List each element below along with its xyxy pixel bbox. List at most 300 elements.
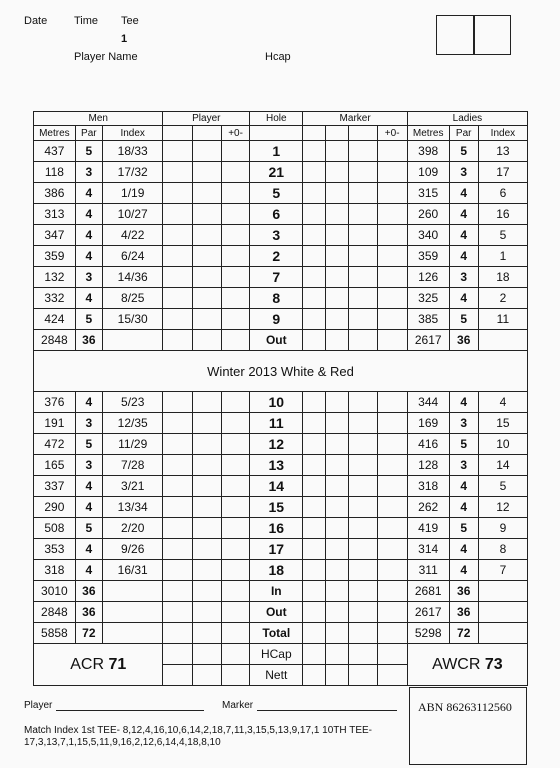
ladies-index: 8 bbox=[478, 539, 527, 560]
ladies-par: 4 bbox=[449, 246, 478, 267]
marker-score-cell[interactable] bbox=[326, 623, 349, 644]
course-banner: Winter 2013 White & Red bbox=[34, 351, 528, 392]
marker-score-cell[interactable] bbox=[377, 183, 407, 204]
player-score-cell[interactable] bbox=[192, 267, 221, 288]
ladies-index: 15 bbox=[478, 413, 527, 434]
hole-number: 2 bbox=[250, 246, 303, 267]
marker-score-cell[interactable] bbox=[303, 330, 326, 351]
marker-score-cell[interactable] bbox=[377, 413, 407, 434]
men-par: 72 bbox=[75, 623, 102, 644]
marker-score-cell[interactable] bbox=[303, 225, 326, 246]
ladies-par: 5 bbox=[449, 434, 478, 455]
marker-hcap-score-cell[interactable] bbox=[303, 644, 326, 665]
player-score-cell[interactable] bbox=[192, 518, 221, 539]
ladies-index bbox=[478, 623, 527, 644]
marker-score-cell[interactable] bbox=[326, 309, 349, 330]
marker-score-cell[interactable] bbox=[326, 581, 349, 602]
men-index: 7/28 bbox=[102, 455, 163, 476]
men-index bbox=[102, 623, 163, 644]
marker-score-cell[interactable] bbox=[377, 602, 407, 623]
men-metres: 376 bbox=[34, 392, 76, 413]
ladies-metres: 318 bbox=[407, 476, 449, 497]
marker-score-cell[interactable] bbox=[377, 225, 407, 246]
marker-score-cell[interactable] bbox=[326, 434, 349, 455]
marker-score-cell[interactable] bbox=[303, 497, 326, 518]
hole-number: In bbox=[250, 581, 303, 602]
player-score-cell[interactable] bbox=[192, 225, 221, 246]
men-par: 3 bbox=[75, 267, 102, 288]
player-score-cell[interactable] bbox=[163, 581, 192, 602]
player-score-cell[interactable] bbox=[221, 623, 249, 644]
player-score-cell[interactable] bbox=[221, 392, 249, 413]
men-metres: 318 bbox=[34, 560, 76, 581]
men-metres: 5858 bbox=[34, 623, 76, 644]
player-score-cell[interactable] bbox=[221, 602, 249, 623]
ladies-index: 6 bbox=[478, 183, 527, 204]
men-metres: 353 bbox=[34, 539, 76, 560]
player-score-cell[interactable] bbox=[221, 267, 249, 288]
marker-score-cell[interactable] bbox=[303, 623, 326, 644]
marker-score-cell[interactable] bbox=[326, 141, 349, 162]
player-score-cell[interactable] bbox=[163, 162, 192, 183]
abn-box bbox=[409, 687, 527, 765]
player-score-cell[interactable] bbox=[163, 330, 192, 351]
marker-score-cell[interactable] bbox=[349, 497, 377, 518]
marker-score-cell[interactable] bbox=[377, 288, 407, 309]
ladies-index: 7 bbox=[478, 560, 527, 581]
hole-subheader bbox=[250, 126, 303, 141]
marker-score-cell[interactable] bbox=[377, 309, 407, 330]
player-score-cell[interactable] bbox=[192, 476, 221, 497]
marker-score-cell[interactable] bbox=[303, 309, 326, 330]
ladies-metres: 398 bbox=[407, 141, 449, 162]
player-score-cell[interactable] bbox=[192, 560, 221, 581]
ladies-par: 3 bbox=[449, 162, 478, 183]
marker-score-cell[interactable] bbox=[377, 497, 407, 518]
men-metres: 132 bbox=[34, 267, 76, 288]
marker-score-cell[interactable] bbox=[377, 162, 407, 183]
player-score-cell[interactable] bbox=[163, 497, 192, 518]
marker-score-cell[interactable] bbox=[377, 204, 407, 225]
marker-score-cell[interactable] bbox=[349, 476, 377, 497]
men-index: 3/21 bbox=[102, 476, 163, 497]
ladies-index: 9 bbox=[478, 518, 527, 539]
marker-score-cell[interactable] bbox=[377, 539, 407, 560]
marker-score-cell[interactable] bbox=[377, 267, 407, 288]
marker-score-cell[interactable] bbox=[349, 623, 377, 644]
hole-row bbox=[34, 560, 528, 581]
marker-score-cell[interactable] bbox=[326, 476, 349, 497]
player-score-cell[interactable] bbox=[163, 141, 192, 162]
awcr-rating bbox=[407, 644, 527, 686]
marker-col-2 bbox=[326, 126, 349, 141]
ladies-index: 10 bbox=[478, 434, 527, 455]
marker-nett-score-cell[interactable] bbox=[303, 665, 326, 686]
acr-label: ACR bbox=[70, 655, 104, 673]
marker-score-cell[interactable] bbox=[326, 330, 349, 351]
ladies-par: 4 bbox=[449, 539, 478, 560]
marker-score-cell[interactable] bbox=[326, 413, 349, 434]
player-score-cell[interactable] bbox=[221, 162, 249, 183]
hole-number: Total bbox=[250, 623, 303, 644]
men-par: 36 bbox=[75, 330, 102, 351]
player-score-cell[interactable] bbox=[163, 518, 192, 539]
marker-score-cell[interactable] bbox=[349, 330, 377, 351]
marker-score-cell[interactable] bbox=[303, 267, 326, 288]
men-par: 5 bbox=[75, 141, 102, 162]
men-index: 9/26 bbox=[102, 539, 163, 560]
player-score-cell[interactable] bbox=[163, 392, 192, 413]
ladies-par: 36 bbox=[449, 330, 478, 351]
marker-score-cell[interactable] bbox=[303, 434, 326, 455]
player-hcap-score-cell[interactable] bbox=[221, 644, 249, 665]
player-score-cell[interactable] bbox=[163, 434, 192, 455]
player-hcap-score-cell[interactable] bbox=[192, 644, 221, 665]
ladies-index bbox=[478, 330, 527, 351]
marker-score-cell[interactable] bbox=[303, 539, 326, 560]
marker-score-cell[interactable] bbox=[303, 162, 326, 183]
player-score-cell[interactable] bbox=[221, 539, 249, 560]
player-score-cell[interactable] bbox=[221, 183, 249, 204]
player-nett-score-cell[interactable] bbox=[192, 665, 221, 686]
player-score-cell[interactable] bbox=[192, 288, 221, 309]
date-label: Date bbox=[24, 15, 48, 27]
ladies-metres: 126 bbox=[407, 267, 449, 288]
hole-number: 11 bbox=[250, 413, 303, 434]
ladies-index bbox=[478, 581, 527, 602]
marker-score-cell[interactable] bbox=[377, 560, 407, 581]
ladies-metres: 169 bbox=[407, 413, 449, 434]
marker-score-cell[interactable] bbox=[349, 539, 377, 560]
ladies-par-header: Par bbox=[449, 126, 478, 141]
marker-score-cell[interactable] bbox=[326, 162, 349, 183]
marker-score-cell[interactable] bbox=[326, 225, 349, 246]
ladies-metres: 416 bbox=[407, 434, 449, 455]
men-header: Men bbox=[34, 112, 163, 126]
match-index-line-1: Match Index 1st TEE- 8,12,4,16,10,6,14,2,18,7,11,3,15,5,13,9,17,1 10TH TEE- bbox=[24, 725, 373, 736]
ladies-par: 4 bbox=[449, 560, 478, 581]
player-score-cell[interactable] bbox=[163, 267, 192, 288]
men-index: 11/29 bbox=[102, 434, 163, 455]
men-index: 2/20 bbox=[102, 518, 163, 539]
awcr-value: 73 bbox=[484, 655, 503, 673]
ladies-par: 4 bbox=[449, 392, 478, 413]
player-score-cell[interactable] bbox=[221, 476, 249, 497]
marker-score-cell[interactable] bbox=[326, 204, 349, 225]
men-index: 15/30 bbox=[102, 309, 163, 330]
player-col-2 bbox=[192, 126, 221, 141]
marker-score-cell[interactable] bbox=[303, 392, 326, 413]
men-index bbox=[102, 602, 163, 623]
totals-row bbox=[34, 623, 528, 644]
men-par: 5 bbox=[75, 309, 102, 330]
player-score-cell[interactable] bbox=[192, 581, 221, 602]
player-score-cell[interactable] bbox=[221, 455, 249, 476]
abn-number: ABN 86263112560 bbox=[418, 700, 512, 714]
ladies-par: 4 bbox=[449, 225, 478, 246]
ladies-index: 5 bbox=[478, 476, 527, 497]
marker-score-cell[interactable] bbox=[326, 497, 349, 518]
marker-score-cell[interactable] bbox=[303, 204, 326, 225]
marker-hcap-score-cell[interactable] bbox=[326, 644, 349, 665]
ladies-par: 3 bbox=[449, 267, 478, 288]
ladies-index: 11 bbox=[478, 309, 527, 330]
men-par-header: Par bbox=[75, 126, 102, 141]
player-signature[interactable] bbox=[24, 700, 204, 711]
player-score-cell[interactable] bbox=[192, 392, 221, 413]
player-score-cell[interactable] bbox=[221, 309, 249, 330]
player-score-cell[interactable] bbox=[163, 288, 192, 309]
marker-score-cell[interactable] bbox=[349, 581, 377, 602]
marker-score-cell[interactable] bbox=[349, 560, 377, 581]
marker-score-cell[interactable] bbox=[326, 267, 349, 288]
marker-score-cell[interactable] bbox=[349, 204, 377, 225]
hole-number: 8 bbox=[250, 288, 303, 309]
ladies-par: 3 bbox=[449, 413, 478, 434]
nett-label: Nett bbox=[250, 665, 303, 686]
marker-score-cell[interactable] bbox=[349, 141, 377, 162]
marker-score-cell[interactable] bbox=[303, 413, 326, 434]
marker-score-cell[interactable] bbox=[303, 581, 326, 602]
player-score-cell[interactable] bbox=[192, 434, 221, 455]
awcr-label: AWCR bbox=[432, 655, 481, 673]
ladies-par: 5 bbox=[449, 141, 478, 162]
hole-row bbox=[34, 392, 528, 413]
marker-score-cell[interactable] bbox=[377, 246, 407, 267]
banner-row bbox=[34, 351, 528, 392]
hole-row bbox=[34, 455, 528, 476]
men-metres: 2848 bbox=[34, 330, 76, 351]
ladies-par: 4 bbox=[449, 204, 478, 225]
men-metres: 165 bbox=[34, 455, 76, 476]
player-score-cell[interactable] bbox=[221, 288, 249, 309]
marker-score-cell[interactable] bbox=[303, 560, 326, 581]
hole-number: Out bbox=[250, 602, 303, 623]
tee-box-right[interactable] bbox=[473, 15, 511, 55]
marker-score-cell[interactable] bbox=[349, 288, 377, 309]
marker-nett-score-cell[interactable] bbox=[349, 665, 377, 686]
marker-score-cell[interactable] bbox=[377, 476, 407, 497]
player-score-cell[interactable] bbox=[221, 413, 249, 434]
men-index: 6/24 bbox=[102, 246, 163, 267]
player-score-cell[interactable] bbox=[221, 204, 249, 225]
marker-score-cell[interactable] bbox=[303, 455, 326, 476]
marker-score-cell[interactable] bbox=[303, 602, 326, 623]
player-score-cell[interactable] bbox=[163, 204, 192, 225]
marker-score-cell[interactable] bbox=[303, 183, 326, 204]
marker-nett-score-cell[interactable] bbox=[377, 665, 407, 686]
player-score-cell[interactable] bbox=[163, 183, 192, 204]
marker-score-cell[interactable] bbox=[349, 246, 377, 267]
hole-row bbox=[34, 413, 528, 434]
player-score-cell[interactable] bbox=[221, 560, 249, 581]
marker-hcap-score-cell[interactable] bbox=[349, 644, 377, 665]
player-score-cell[interactable] bbox=[221, 581, 249, 602]
marker-score-cell[interactable] bbox=[349, 392, 377, 413]
hcap-label: HCap bbox=[250, 644, 303, 665]
match-index-line-2: 17,3,13,7,1,15,5,11,9,16,2,12,6,14,4,18,8,10 bbox=[24, 737, 221, 748]
player-score-cell[interactable] bbox=[163, 539, 192, 560]
men-index: 18/33 bbox=[102, 141, 163, 162]
marker-score-cell[interactable] bbox=[377, 392, 407, 413]
marker-signature[interactable] bbox=[222, 700, 397, 711]
player-score-cell[interactable] bbox=[163, 623, 192, 644]
marker-score-cell[interactable] bbox=[326, 392, 349, 413]
ladies-index: 14 bbox=[478, 455, 527, 476]
player-score-cell[interactable] bbox=[192, 204, 221, 225]
hole-row bbox=[34, 539, 528, 560]
tee-box-left[interactable] bbox=[436, 15, 475, 55]
acr-value: 71 bbox=[108, 655, 127, 673]
marker-score-cell[interactable] bbox=[349, 225, 377, 246]
ladies-metres: 359 bbox=[407, 246, 449, 267]
men-par: 4 bbox=[75, 560, 102, 581]
marker-plusminus-header: +0- bbox=[377, 126, 407, 141]
player-score-cell[interactable] bbox=[221, 141, 249, 162]
men-metres: 313 bbox=[34, 204, 76, 225]
player-score-cell[interactable] bbox=[221, 497, 249, 518]
player-score-cell[interactable] bbox=[192, 162, 221, 183]
ladies-metres: 344 bbox=[407, 392, 449, 413]
marker-score-cell[interactable] bbox=[377, 141, 407, 162]
marker-score-cell[interactable] bbox=[349, 162, 377, 183]
men-par: 3 bbox=[75, 455, 102, 476]
hole-number: 15 bbox=[250, 497, 303, 518]
marker-score-cell[interactable] bbox=[377, 330, 407, 351]
hole-number: 21 bbox=[250, 162, 303, 183]
men-par: 5 bbox=[75, 518, 102, 539]
men-metres: 337 bbox=[34, 476, 76, 497]
player-score-cell[interactable] bbox=[163, 455, 192, 476]
player-score-cell[interactable] bbox=[192, 602, 221, 623]
men-metres: 386 bbox=[34, 183, 76, 204]
marker-score-cell[interactable] bbox=[326, 539, 349, 560]
ladies-metres: 5298 bbox=[407, 623, 449, 644]
marker-score-cell[interactable] bbox=[326, 183, 349, 204]
player-signature-label: Player bbox=[24, 700, 53, 711]
marker-score-cell[interactable] bbox=[377, 518, 407, 539]
player-score-cell[interactable] bbox=[221, 518, 249, 539]
player-score-cell[interactable] bbox=[192, 309, 221, 330]
marker-score-cell[interactable] bbox=[377, 623, 407, 644]
player-score-cell[interactable] bbox=[221, 434, 249, 455]
player-score-cell[interactable] bbox=[163, 476, 192, 497]
ladies-par: 4 bbox=[449, 497, 478, 518]
marker-score-cell[interactable] bbox=[349, 413, 377, 434]
ladies-metres: 419 bbox=[407, 518, 449, 539]
men-index bbox=[102, 581, 163, 602]
men-par: 4 bbox=[75, 476, 102, 497]
men-par: 36 bbox=[75, 602, 102, 623]
player-col-1 bbox=[163, 126, 192, 141]
marker-nett-score-cell[interactable] bbox=[326, 665, 349, 686]
hole-row bbox=[34, 434, 528, 455]
marker-score-cell[interactable] bbox=[326, 602, 349, 623]
hole-number: 5 bbox=[250, 183, 303, 204]
player-score-cell[interactable] bbox=[192, 623, 221, 644]
marker-score-cell[interactable] bbox=[326, 288, 349, 309]
ladies-index-header: Index bbox=[478, 126, 527, 141]
men-par: 4 bbox=[75, 183, 102, 204]
marker-hcap-score-cell[interactable] bbox=[377, 644, 407, 665]
marker-score-cell[interactable] bbox=[326, 560, 349, 581]
player-score-cell[interactable] bbox=[192, 330, 221, 351]
men-par: 5 bbox=[75, 434, 102, 455]
player-score-cell[interactable] bbox=[221, 246, 249, 267]
marker-score-cell[interactable] bbox=[303, 246, 326, 267]
player-score-cell[interactable] bbox=[163, 309, 192, 330]
player-score-cell[interactable] bbox=[192, 246, 221, 267]
player-score-cell[interactable] bbox=[163, 560, 192, 581]
men-metres: 508 bbox=[34, 518, 76, 539]
ladies-metres: 2681 bbox=[407, 581, 449, 602]
marker-score-cell[interactable] bbox=[349, 183, 377, 204]
player-score-cell[interactable] bbox=[192, 497, 221, 518]
marker-score-cell[interactable] bbox=[377, 581, 407, 602]
marker-score-cell[interactable] bbox=[349, 267, 377, 288]
ladies-par: 36 bbox=[449, 581, 478, 602]
marker-score-cell[interactable] bbox=[326, 246, 349, 267]
player-score-cell[interactable] bbox=[221, 330, 249, 351]
men-par: 36 bbox=[75, 581, 102, 602]
men-index: 4/22 bbox=[102, 225, 163, 246]
hole-row bbox=[34, 246, 528, 267]
ladies-par: 4 bbox=[449, 288, 478, 309]
hole-number: 10 bbox=[250, 392, 303, 413]
hole-number: 7 bbox=[250, 267, 303, 288]
men-par: 4 bbox=[75, 539, 102, 560]
marker-score-cell[interactable] bbox=[303, 476, 326, 497]
player-score-cell[interactable] bbox=[163, 413, 192, 434]
men-par: 4 bbox=[75, 288, 102, 309]
marker-score-cell[interactable] bbox=[303, 518, 326, 539]
player-score-cell[interactable] bbox=[163, 602, 192, 623]
marker-score-cell[interactable] bbox=[377, 434, 407, 455]
marker-score-cell[interactable] bbox=[326, 518, 349, 539]
marker-score-cell[interactable] bbox=[349, 518, 377, 539]
men-index: 17/32 bbox=[102, 162, 163, 183]
marker-score-cell[interactable] bbox=[349, 602, 377, 623]
marker-score-cell[interactable] bbox=[326, 455, 349, 476]
player-hcap-score-cell[interactable] bbox=[163, 644, 192, 665]
player-score-cell[interactable] bbox=[192, 539, 221, 560]
player-score-cell[interactable] bbox=[192, 413, 221, 434]
marker-score-cell[interactable] bbox=[303, 141, 326, 162]
player-score-cell[interactable] bbox=[192, 183, 221, 204]
player-score-cell[interactable] bbox=[221, 225, 249, 246]
men-metres: 118 bbox=[34, 162, 76, 183]
marker-score-cell[interactable] bbox=[349, 434, 377, 455]
hole-row bbox=[34, 476, 528, 497]
player-score-cell[interactable] bbox=[192, 141, 221, 162]
out-total-row bbox=[34, 330, 528, 351]
men-metres: 359 bbox=[34, 246, 76, 267]
marker-score-cell[interactable] bbox=[377, 455, 407, 476]
marker-score-cell[interactable] bbox=[303, 288, 326, 309]
ladies-index: 18 bbox=[478, 267, 527, 288]
player-score-cell[interactable] bbox=[163, 246, 192, 267]
ladies-metres: 385 bbox=[407, 309, 449, 330]
player-score-cell[interactable] bbox=[192, 455, 221, 476]
hole-number: 6 bbox=[250, 204, 303, 225]
marker-score-cell[interactable] bbox=[349, 455, 377, 476]
player-nett-score-cell[interactable] bbox=[163, 665, 192, 686]
marker-score-cell[interactable] bbox=[349, 309, 377, 330]
ladies-index: 5 bbox=[478, 225, 527, 246]
ladies-index: 16 bbox=[478, 204, 527, 225]
player-nett-score-cell[interactable] bbox=[221, 665, 249, 686]
player-score-cell[interactable] bbox=[163, 225, 192, 246]
